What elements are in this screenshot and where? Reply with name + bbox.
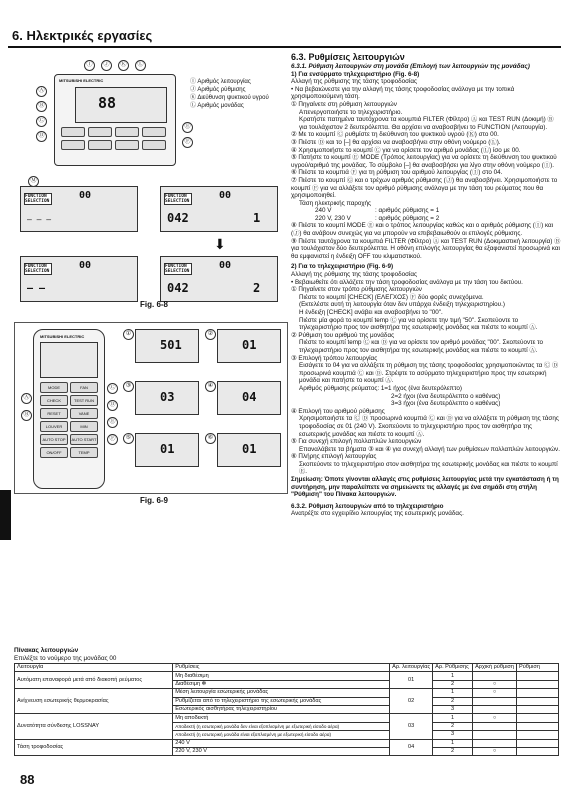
marker-a: Ⓐ bbox=[21, 393, 32, 404]
step: ⑥ Πιέστε τα κουμπιά Ⓕ για τη ρύθμιση του αριθμού λειτουργίας (Ⓘ) στο 04. bbox=[291, 169, 503, 177]
function-table bbox=[14, 663, 559, 756]
step-lcd-value: 01 bbox=[242, 338, 257, 352]
setting-check[interactable] bbox=[517, 731, 559, 739]
figure-6-8 bbox=[14, 56, 286, 311]
fig69-right-markers bbox=[107, 383, 118, 445]
step: ④ Επιλογή του αριθμού ρύθμισης bbox=[291, 407, 385, 415]
fig68-top-markers bbox=[84, 60, 146, 71]
setting-label: Ρυθμίζεται από το τηλεχειριστήριο της εσωτερικής μονάδας bbox=[173, 697, 390, 705]
fig69-step-screens bbox=[123, 329, 283, 489]
fig69-caption: Fig. 6-9 bbox=[140, 496, 169, 505]
setting-label: 220 V, 230 V bbox=[173, 747, 390, 755]
step-detail: Κρατήστε πατημένα ταυτόχρονα τα κουμπιά FILTER (Φίλτρο) Ⓐ και TEST RUN (Δοκιμή) Ⓑ για τουλάχιστον 2 δευτερόλεπτα. Θα αρχίσει να αναβοσβήνει το FUNCTION (Λειτουργία). bbox=[299, 116, 554, 131]
voltage-title: Τάση ηλεκτρικής παροχής bbox=[299, 199, 372, 207]
function-number: 03 bbox=[390, 714, 433, 739]
step-screen bbox=[217, 329, 281, 363]
page-number: 88 bbox=[20, 772, 35, 787]
marker-f: Ⓕ bbox=[182, 137, 193, 148]
step: ① Πηγαίνετε στον τρόπο ρύθμισης λειτουργιών bbox=[291, 286, 422, 294]
setting-check[interactable] bbox=[517, 714, 559, 722]
side-tab-marker bbox=[0, 490, 11, 540]
reset-button[interactable]: RESET bbox=[40, 408, 68, 419]
fig68-right-markers bbox=[182, 122, 193, 148]
paragraph: Ανατρέξτε στο εγχειρίδιο λειτουργίας της εσωτερικής μονάδας. bbox=[291, 510, 464, 518]
auto-stop-button[interactable]: AUTO STOP bbox=[40, 434, 68, 445]
min-button[interactable]: MIN bbox=[70, 421, 98, 432]
initial-setting bbox=[473, 739, 517, 747]
bullet: • Βεβαιωθείτε ότι αλλάζετε την τάση τροφοδοσίας ανάλογα με την τάση του δικτύου. bbox=[291, 278, 523, 286]
marker-a: Ⓐ bbox=[36, 86, 47, 97]
setting-label: Διαθέσιμη ✻ bbox=[173, 680, 390, 688]
note: Σημείωση: Όποτε γίνονται αλλαγές στις ρυθμίσεις λειτουργίας μετά την εγκατάσταση ή τη συντήρηση, μην παραλείπετε να σημειώνετε τις αλλαγές με ένα σημάδι στη στήλη "Ρύθμιση" του Πίνακα λειτουργιών. bbox=[291, 476, 559, 499]
panel-num: 1 bbox=[253, 211, 261, 225]
setting-label: 240 V bbox=[173, 739, 390, 747]
setting-check[interactable] bbox=[517, 672, 559, 680]
column-header: Αρ. λειτουργίας bbox=[390, 664, 433, 672]
step-screen bbox=[135, 329, 199, 363]
panel-seg: 00 bbox=[79, 190, 92, 201]
column-header: Αρ. Ρύθμισης bbox=[433, 664, 473, 672]
column-header: Ρυθμίσεις bbox=[173, 664, 390, 672]
subsection-heading: 6.3.1. Ρύθμιση λειτουργιών στη μονάδα (Επιλογή των λειτουργιών της μονάδας) bbox=[291, 63, 530, 70]
remote-brand: MITSUBISHI ELECTRIC bbox=[40, 334, 85, 339]
setting-label: Αποδεκτή (η εσωτερική μονάδα δεν είναι εξοπλισμένη με εξωτερική είσοδο αέρα) bbox=[173, 722, 390, 730]
function-number: 02 bbox=[390, 689, 433, 714]
marker-k: Ⓚ bbox=[118, 60, 129, 71]
setting-label: Αποδεκτή (η εσωτερική μονάδα είναι εξοπλισμένη με εξωτερική είσοδο αέρα) bbox=[173, 731, 390, 739]
marker-d: Ⓓ bbox=[36, 131, 47, 142]
function-table-title: Πίνακας λειτουργιών bbox=[14, 647, 79, 654]
setting-number: 1 bbox=[433, 714, 473, 722]
step-marker: ③ bbox=[123, 381, 134, 392]
setting-check[interactable] bbox=[517, 705, 559, 713]
step-lcd-value: 01 bbox=[160, 442, 175, 456]
section-heading: 6.3. Ρυθμίσεις λειτουργιών bbox=[291, 52, 405, 62]
panel-sub: – – bbox=[27, 283, 46, 294]
paragraph: Αλλαγή της ρύθμισης της τάσης τροφοδοσίας bbox=[291, 271, 418, 279]
remote-lcd bbox=[40, 342, 98, 378]
step-detail: Επαναλάβετε τα βήματα ③ και ④ για συνεχή αλλαγή των ρυθμίσεων πολλαπλών λειτουργιών. bbox=[299, 445, 560, 453]
marker-j: Ⓙ bbox=[101, 60, 112, 71]
marker-c: Ⓒ bbox=[36, 116, 47, 127]
remote-button-grid bbox=[40, 382, 98, 458]
paragraph: Αλλαγή της ρύθμισης της τάσης τροφοδοσίας bbox=[291, 78, 418, 86]
step-lcd-value: 03 bbox=[160, 390, 175, 404]
step-lcd-value: 01 bbox=[242, 442, 257, 456]
marker-b: Ⓑ bbox=[21, 410, 32, 421]
remote-brand: MITSUBISHI ELECTRIC bbox=[59, 78, 104, 83]
remote-lcd bbox=[75, 87, 167, 123]
marker-e: Ⓔ bbox=[107, 417, 118, 428]
fig69-left-markers bbox=[21, 393, 32, 421]
step-detail: Εισάγετε το 04 για να αλλάξετε τη ρύθμιση της τάσης τροφοδοσίας χρησιμοποιώντας τα Ⓒ Ⓓ προσωρινά κουμπιά Ⓒ και Ⓓ. Στρέψτε το ασύρματο τηλεχειριστήριο προς την εσωτερική μονάδα και πατήστε το κουμπί Ⓐ. bbox=[299, 362, 559, 385]
sound-option: 1=1 ήχος (ένα δευτερόλεπτο) bbox=[380, 384, 462, 392]
setting-check[interactable] bbox=[517, 747, 559, 755]
fan-button[interactable] bbox=[88, 140, 112, 150]
setting-number: 3 bbox=[433, 731, 473, 739]
initial-setting: ○ bbox=[473, 747, 517, 755]
step-marker: ⑥ bbox=[205, 433, 216, 444]
setting-check[interactable] bbox=[517, 689, 559, 697]
initial-setting bbox=[473, 672, 517, 680]
vane-button[interactable]: VANE bbox=[70, 408, 98, 419]
legend-item: Ⓛ Αριθμός μονάδας bbox=[190, 103, 244, 109]
marker-m: Ⓜ bbox=[28, 176, 39, 187]
mode-button[interactable]: MODE bbox=[40, 382, 68, 393]
marker-d: Ⓓ bbox=[107, 400, 118, 411]
fig68-caption: Fig. 6-8 bbox=[140, 300, 169, 309]
step: ⑤ Πατήστε το κουμπί Ⓔ MODE (Τρόπος λειτουργίας) για να ορίσετε τη διεύθυνση του ψυκτικού υγρού/αριθμό της μονάδας. Το σύμβολο [–] θα αναβοσβήσει για λίγο στην οθόνη νούμερο (Ⓘ). bbox=[291, 154, 557, 169]
test-run-button[interactable]: TEST RUN bbox=[70, 395, 98, 406]
temp-button[interactable]: TEMP bbox=[70, 447, 98, 458]
setting-number: 2 bbox=[433, 722, 473, 730]
step-detail: Χρησιμοποιήστε τα Ⓒ Ⓓ προσωρινά κουμπιά Ⓒ και Ⓓ για να αλλάξετε τη ρύθμιση της τάσης τροφοδοσίας σε 01 (240 V). Σκοπεύοντε το τηλεχειριστήριο προς τον αισθητήρα της εσωτερικής μονάδας και πιέστε το κουμπί Ⓐ. bbox=[299, 415, 559, 438]
table-row bbox=[15, 714, 559, 722]
step-screen bbox=[217, 433, 281, 467]
step-lcd-value: 04 bbox=[242, 390, 257, 404]
initial-setting: ○ bbox=[473, 689, 517, 697]
lcd-digits: 88 bbox=[98, 94, 117, 112]
step: ② Με το κουμπί Ⓒ ρυθμίστε τη διεύθυνση του ψυκτικού υγρού (Ⓚ) στο 00. bbox=[291, 131, 499, 139]
panel-seg: 00 bbox=[219, 260, 232, 271]
voltage-row bbox=[291, 207, 561, 215]
function-panel-2 bbox=[160, 186, 278, 232]
filter-button[interactable] bbox=[61, 127, 85, 137]
sound-label: Αριθμός ρύθμισης ρεύματος: bbox=[299, 384, 380, 392]
table-row bbox=[15, 739, 559, 747]
setting-number: 1 bbox=[433, 689, 473, 697]
function-number: 04 bbox=[390, 739, 433, 756]
setting-number: 1 bbox=[433, 672, 473, 680]
step: ⑤ Για συνεχή επιλογή πολλαπλών λειτουργιών bbox=[291, 438, 422, 446]
step-detail: Πιέστε μία φορά το κουμπί temp Ⓒ για να ορίσετε την τιμή "50". Σκοπεύοντε το τηλεχειριστήριο προς τον αισθητήρα της εσωτερικής μονάδας και πιέστε το κουμπί Ⓐ. bbox=[299, 316, 538, 332]
voltage-setting: : αριθμός ρύθμισης = 2 bbox=[375, 214, 440, 222]
check-button[interactable] bbox=[115, 127, 139, 137]
step: ⑧ Πιέστε το κουμπί MODE Ⓔ και ο τρόπος λειτουργίας καθώς και ο αριθμός ρύθμισης (Ⓘ) και (Ⓙ) θα ανάβουν συνεχώς για να μπορούν να επιβεβαιωθούν οι επιλογές ρύθμισης. bbox=[291, 222, 554, 238]
column-header: Λειτουργία bbox=[15, 664, 173, 672]
legend-item: Ⓚ Διεύθυνση ψυκτικού υγρού bbox=[190, 95, 269, 101]
subheading: 1) Για ενσύρματο τηλεχειριστήριο (Fig. 6-8) bbox=[291, 70, 420, 78]
panel-label: FUNCTION SELECTION bbox=[24, 263, 52, 275]
setting-check[interactable] bbox=[517, 697, 559, 705]
instructions-column bbox=[291, 52, 561, 518]
table-row bbox=[15, 689, 559, 697]
step: ① Πηγαίνετε στη ρύθμιση λειτουργιών bbox=[291, 100, 397, 108]
marker-i: Ⓘ bbox=[84, 60, 95, 71]
bullet: • Να βεβαιώνεστε για την αλλαγή της τάσης τροφοδοσίας ανάλογα με την τοπικά χρησιμοποιούμενη τάση. bbox=[291, 85, 515, 101]
voltage-value: 240 V bbox=[315, 207, 332, 215]
column-header: Ρύθμιση bbox=[517, 664, 559, 672]
fan-button[interactable]: FAN bbox=[70, 382, 98, 393]
setting-label: Εσωτερικός αισθητήρας τηλεχειριστηρίου bbox=[173, 705, 390, 713]
panel-dash: – – – bbox=[27, 215, 52, 224]
initial-setting: ○ bbox=[473, 680, 517, 688]
fig68-left-markers bbox=[36, 86, 47, 142]
function-name: Τάση τροφοδοσίας bbox=[15, 739, 173, 756]
step-detail: Απενεργοποιήστε το τηλεχειριστήριο. bbox=[299, 108, 403, 116]
setting-check[interactable] bbox=[517, 680, 559, 688]
on-off-button[interactable] bbox=[142, 127, 166, 137]
step: ③ Πιέστε Ⓓ και το [–] θα αρχίσει να αναβοσβήνει στην οθόνη νούμερο (Ⓛ). bbox=[291, 138, 501, 146]
step: ⑦ Πιέστε το κουμπί Ⓖ και ο τρέχων αριθμός ρύθμισης (Ⓙ) θα αναβοσβήνει. Χρησιμοποιήστε το κουμπί Ⓕ για να αλλάξετε τον αριθμό ρύθμισης ανάλογα με την τάση του ρεύματος που θα χρησιμοποιηθεί. bbox=[291, 176, 558, 200]
initial-setting bbox=[473, 697, 517, 705]
legend-item: Ⓘ Αριθμός λειτουργίας bbox=[190, 79, 251, 85]
timer-button[interactable] bbox=[142, 140, 166, 150]
setting-number: 3 bbox=[433, 705, 473, 713]
check-button[interactable]: CHECK bbox=[40, 395, 68, 406]
panel-sub: 042 bbox=[167, 281, 189, 295]
wired-remote-controller bbox=[54, 74, 176, 166]
panel-sub: 042 bbox=[167, 211, 189, 225]
initial-setting bbox=[473, 731, 517, 739]
step: ③ Επιλογή τρόπου λειτουργίας bbox=[291, 354, 378, 362]
header-rule bbox=[8, 46, 561, 48]
figure-6-9 bbox=[14, 322, 288, 494]
sound-settings bbox=[291, 385, 561, 393]
mode-button[interactable] bbox=[61, 140, 85, 150]
on-off-button[interactable]: ON/OFF bbox=[40, 447, 68, 458]
setting-number: 2 bbox=[433, 680, 473, 688]
step-detail: Πιέστε το κουμπί temp Ⓒ και Ⓓ για να ορίσετε τον αριθμό μονάδας "00". Σκοπεύοντε το τηλεχειριστήριο προς τον αισθητήρα της εσωτερικής μονάδας και πιέστε το κουμπί Ⓐ. bbox=[299, 339, 544, 354]
setting-label: Μη διαθέσιμη bbox=[173, 672, 390, 680]
step-marker: ⑤ bbox=[123, 433, 134, 444]
subsection-heading: 6.3.2. Ρύθμιση λειτουργιών από το τηλεχειριστήριο bbox=[291, 502, 444, 510]
test-run-button[interactable] bbox=[88, 127, 112, 137]
setting-number: 1 bbox=[433, 739, 473, 747]
column-header: Αρχική ρύθμιση bbox=[473, 664, 517, 672]
setting-check[interactable] bbox=[517, 739, 559, 747]
setting-number: 2 bbox=[433, 697, 473, 705]
setting-label: Μέση λειτουργία εσωτερικής μονάδας bbox=[173, 689, 390, 697]
panel-seg: 00 bbox=[79, 260, 92, 271]
down-arrow-icon: ⬇ bbox=[214, 236, 226, 252]
panel-label: FUNCTION SELECTION bbox=[164, 193, 192, 205]
step-detail: Η ένδειξη [CHECK] ανάβει και αναβοσβήνει το "00". bbox=[299, 309, 443, 316]
function-panel-3 bbox=[20, 256, 138, 302]
legend-item: Ⓙ Αριθμός ρύθμισης bbox=[190, 87, 246, 93]
step: ② Ρύθμιση του αριθμού της μονάδας bbox=[291, 331, 395, 339]
function-panel-1 bbox=[20, 186, 138, 232]
voltage-setting: : αριθμός ρύθμισης = 1 bbox=[375, 207, 440, 215]
function-name: Ανίχνευση εσωτερικής θερμοκρασίας bbox=[15, 689, 173, 714]
function-name: Δυνατότητα σύνδεσης LOSSNAY bbox=[15, 714, 173, 739]
panel-label: FUNCTION SELECTION bbox=[164, 263, 192, 275]
panel-seg: 00 bbox=[219, 190, 232, 201]
fig68-legend bbox=[190, 78, 269, 110]
auto-start-button[interactable]: AUTO START bbox=[70, 434, 98, 445]
step-detail: Σκοπεύοντε το τηλεχειριστήριο στον αισθητήρα της εσωτερικής μονάδας και πιέστε το κουμπί Ⓔ. bbox=[299, 460, 558, 476]
marker-l: Ⓛ bbox=[135, 60, 146, 71]
wireless-remote-controller bbox=[33, 329, 105, 489]
sound-option: 2=2 ήχοι (ένα δευτερόλεπτο ο καθένας) bbox=[391, 392, 501, 400]
louver-button[interactable]: LOUVER bbox=[40, 421, 68, 432]
step-lcd-value: 501 bbox=[160, 338, 182, 352]
step-screen bbox=[135, 381, 199, 415]
step-detail: (Εκτελέστε αυτή τη λειτουργία όταν δεν υπάρχει ένδειξη τηλεχειριστηρίου.) bbox=[299, 301, 505, 309]
panel-label: FUNCTION SELECTION bbox=[24, 193, 52, 205]
step-screen bbox=[217, 381, 281, 415]
initial-setting bbox=[473, 722, 517, 730]
marker-f: Ⓕ bbox=[107, 434, 118, 445]
temp-button[interactable] bbox=[115, 140, 139, 150]
step-screen bbox=[135, 433, 199, 467]
setting-label: Μη αποδεκτή bbox=[173, 714, 390, 722]
marker-c: Ⓒ bbox=[107, 383, 118, 394]
subheading: 2) Για το τηλεχειριστήριο (Fig. 6-9) bbox=[291, 263, 394, 271]
sound-option: 3=3 ήχοι (ένα δευτερόλεπτο ο καθένας) bbox=[391, 400, 501, 408]
step: ④ Χρησιμοποιήστε το κουμπί Ⓒ για να ορίσετε τον αριθμό μονάδας (Ⓛ) ίσο με 00. bbox=[291, 146, 521, 154]
panel-num: 2 bbox=[253, 281, 261, 295]
step: ⑥ Πλήρης επιλογή λειτουργίας bbox=[291, 453, 377, 461]
table-header-row bbox=[15, 664, 559, 672]
function-number: 01 bbox=[390, 672, 433, 689]
setting-number: 2 bbox=[433, 747, 473, 755]
function-name: Αυτόματη επαναφορά μετά από διακοπή ρεύματος bbox=[15, 672, 173, 689]
setting-check[interactable] bbox=[517, 722, 559, 730]
step-marker: ④ bbox=[205, 381, 216, 392]
marker-e: Ⓔ bbox=[182, 122, 193, 133]
step-marker: ② bbox=[205, 329, 216, 340]
function-panel-4 bbox=[160, 256, 278, 302]
marker-b: Ⓑ bbox=[36, 101, 47, 112]
step-marker: ① bbox=[123, 329, 134, 340]
step-detail: Πιέστε το κουμπί [CHECK] (ΕΛΕΓΧΟΣ) Ⓕ δύο φορές συνεχόμενα. bbox=[299, 293, 484, 301]
initial-setting: ○ bbox=[473, 714, 517, 722]
step: ⑨ Πιέστε ταυτόχρονα τα κουμπιά FILTER (Φίλτρο) Ⓐ και TEST RUN (Δοκιμαστική λειτουργία) Ⓑ για τουλάχιστον δύο δευτερόλεπτα. Η οθόνη επιλογής λειτουργίας θα εξαφανιστεί προσωρινά και θα εμφανιστεί η ένδειξη OFF του κλιματιστικού. bbox=[291, 237, 561, 260]
remote-button-grid bbox=[61, 127, 169, 150]
voltage-value: 220 V, 230 V bbox=[315, 214, 351, 222]
page-title: 6. Ηλεκτρικές εργασίες bbox=[12, 28, 153, 43]
table-row bbox=[15, 672, 559, 680]
initial-setting bbox=[473, 705, 517, 713]
function-table-subtitle: Επιλέξτε το νούμερο της μονάδας 00 bbox=[14, 655, 117, 662]
